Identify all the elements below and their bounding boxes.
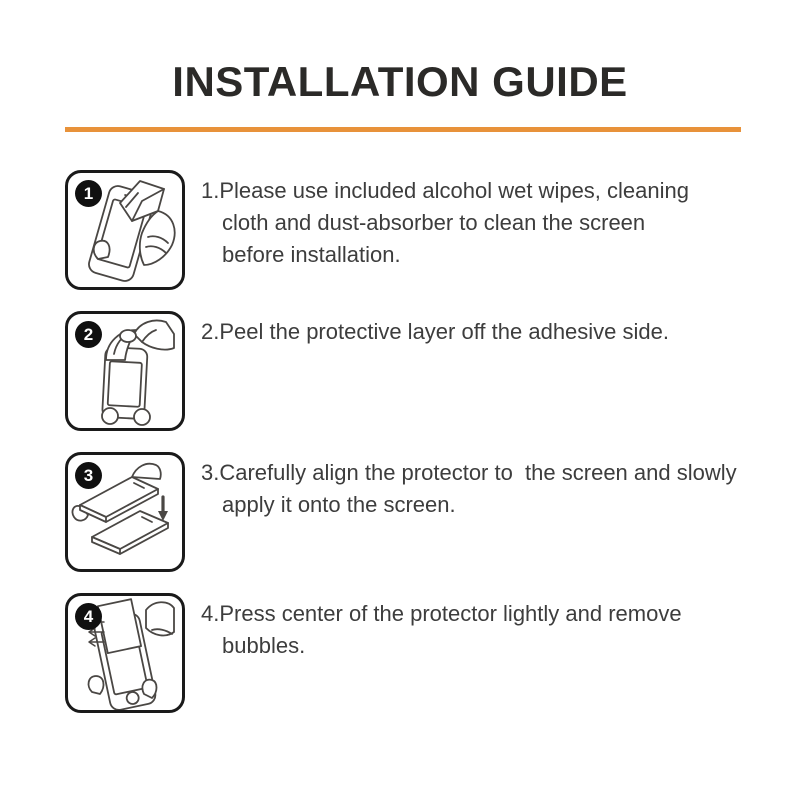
step-1-number: 1 (83, 183, 94, 203)
step-1-number-badge (75, 180, 102, 207)
title-divider (65, 127, 741, 132)
step-3-number: 3 (83, 465, 94, 485)
step-row-1 (65, 170, 770, 290)
step-row-3 (65, 452, 770, 572)
step-1-instruction-text (201, 170, 689, 271)
page-title: INSTALLATION GUIDE (172, 58, 628, 105)
step-1-line-2: cloth and dust-absorber to clean the screen (222, 210, 646, 235)
step-3-instruction-text (201, 452, 737, 521)
step-3-illustration-box (65, 452, 185, 572)
step-1-illustration-box (65, 170, 185, 290)
step-3-number-badge (75, 462, 102, 489)
step-3-line-1: 3.Carefully align the protector to the screen and slowly (201, 460, 737, 485)
step-row-4 (65, 593, 770, 713)
step-2-instruction-text (201, 311, 669, 348)
step-3-line-2: apply it onto the screen. (222, 492, 456, 517)
step-2-number: 2 (83, 324, 94, 344)
step-4-illustration-box (65, 593, 185, 713)
step-1-line-3: before installation. (222, 242, 401, 267)
step-4-number: 4 (83, 606, 94, 626)
step-2-number-badge (75, 321, 102, 348)
steps-list (0, 170, 800, 713)
step-2-line-1: 2.Peel the protective layer off the adhesive side. (201, 319, 669, 344)
step-4-instruction-text (201, 593, 682, 662)
step-2-illustration-box (65, 311, 185, 431)
step-4-line-2: bubbles. (222, 633, 306, 658)
step-4-number-badge (75, 603, 102, 630)
step-1-line-1: 1.Please use included alcohol wet wipes, cleaning (201, 178, 689, 203)
step-4-line-1: 4.Press center of the protector lightly and remove (201, 601, 682, 626)
step-row-2 (65, 311, 770, 431)
